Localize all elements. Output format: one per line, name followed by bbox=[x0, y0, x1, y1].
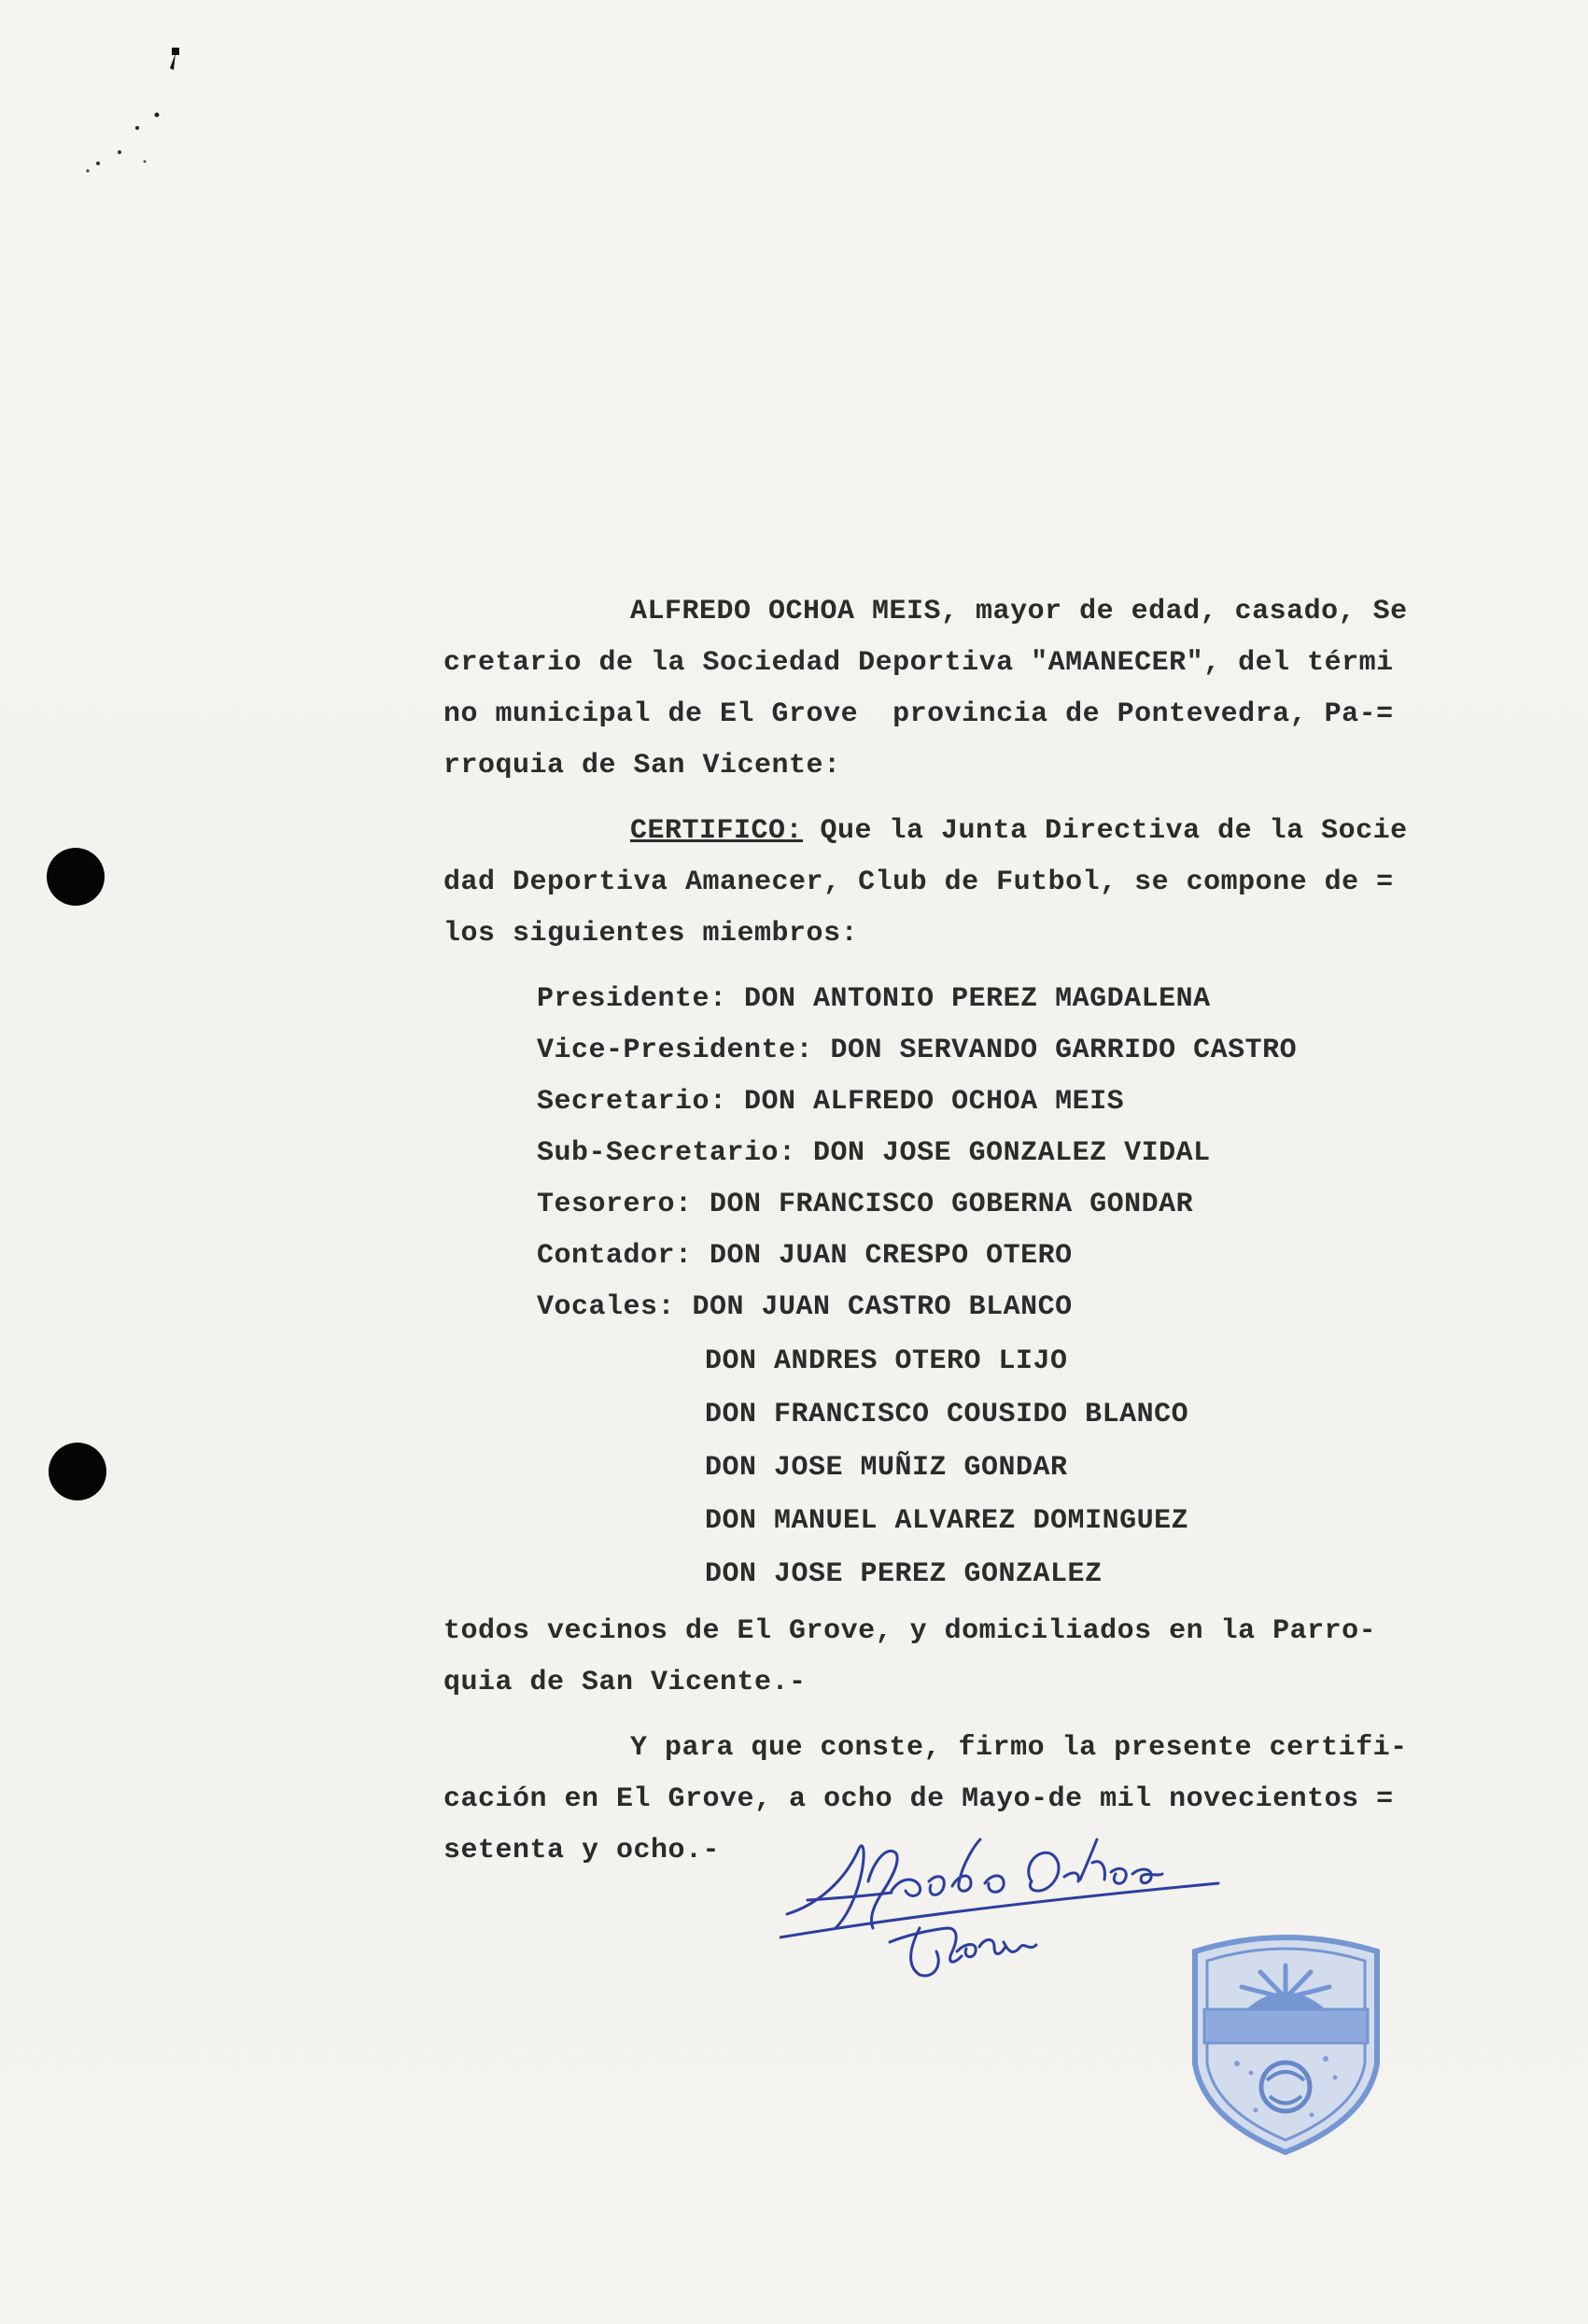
vocal-5: DON MANUEL ALVAREZ DOMINGUEZ bbox=[705, 1505, 1189, 1537]
member-sub-secretary: Sub-Secretario: DON JOSE GONZALEZ VIDAL bbox=[537, 1137, 1211, 1169]
vocal-2: DON ANDRES OTERO LIJO bbox=[705, 1345, 1068, 1377]
vocal-3: DON FRANCISCO COUSIDO BLANCO bbox=[705, 1399, 1189, 1430]
intro-line-1: ALFREDO OCHOA MEIS, mayor de edad, casado, Se bbox=[630, 596, 1408, 627]
punch-hole-bottom bbox=[49, 1443, 106, 1500]
certifico-line-3: los siguientes miembros: bbox=[443, 918, 859, 950]
final-line-2: cación en El Grove, a ocho de Mayo-de mil novecientos = bbox=[443, 1783, 1394, 1815]
member-president: Presidente: DON ANTONIO PEREZ MAGDALENA bbox=[537, 983, 1211, 1015]
vocal-4: DON JOSE MUÑIZ GONDAR bbox=[705, 1452, 1068, 1484]
handwritten-signature bbox=[780, 1825, 1228, 1989]
punch-hole-top bbox=[47, 848, 105, 906]
member-secretary: Secretario: DON ALFREDO OCHOA MEIS bbox=[537, 1086, 1125, 1118]
closing-line-2: quia de San Vicente.- bbox=[443, 1667, 807, 1698]
club-seal-stamp bbox=[1181, 1923, 1391, 2162]
final-line-3: setenta y ocho.- bbox=[443, 1835, 721, 1866]
member-treasurer: Tesorero: DON FRANCISCO GOBERNA GONDAR bbox=[537, 1189, 1194, 1220]
intro-line-4: rroquia de San Vicente: bbox=[443, 750, 841, 782]
member-vocales: Vocales: DON JUAN CASTRO BLANCO bbox=[537, 1291, 1073, 1323]
intro-line-3: no municipal de El Grove provincia de Pontevedra, Pa-= bbox=[443, 698, 1394, 730]
certifico-text: Que la Junta Directiva de la Socie bbox=[803, 815, 1408, 847]
certifico-label: CERTIFICO: bbox=[630, 815, 804, 847]
member-accountant: Contador: DON JUAN CRESPO OTERO bbox=[537, 1240, 1073, 1272]
certifico-line-1 bbox=[630, 817, 1408, 845]
final-line-1: Y para que conste, firmo la presente certifi- bbox=[630, 1732, 1408, 1764]
intro-line-2: cretario de la Sociedad Deportiva "AMANECER", del térmi bbox=[443, 647, 1394, 679]
ink-specks bbox=[56, 42, 187, 201]
vocal-6: DON JOSE PEREZ GONZALEZ bbox=[705, 1558, 1103, 1590]
member-vice-president: Vice-Presidente: DON SERVANDO GARRIDO CASTRO bbox=[537, 1035, 1298, 1066]
closing-line-1: todos vecinos de El Grove, y domiciliados en la Parro- bbox=[443, 1615, 1377, 1647]
certifico-line-2: dad Deportiva Amanecer, Club de Futbol, se compone de = bbox=[443, 866, 1394, 898]
